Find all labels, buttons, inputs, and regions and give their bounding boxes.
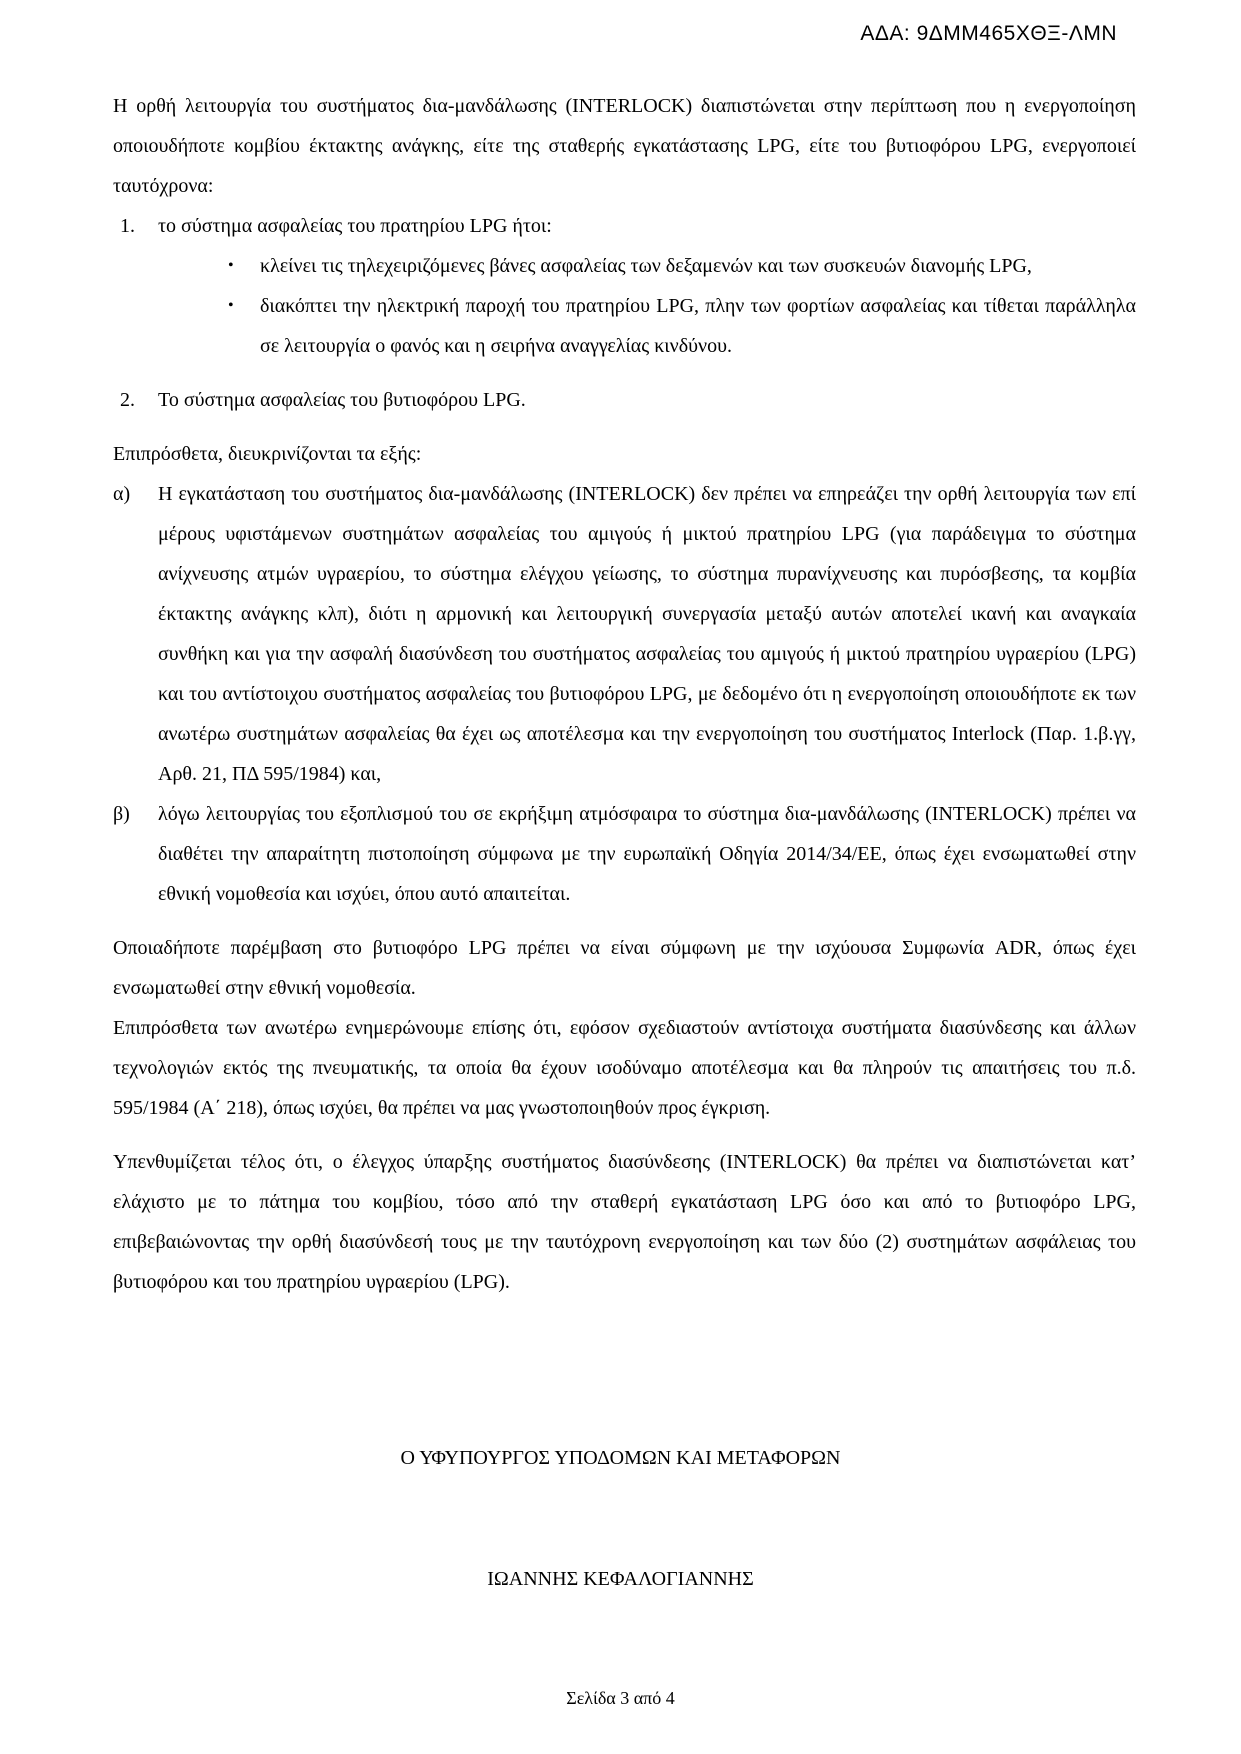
list-text: το σύστημα ασφαλείας του πρατηρίου LPG ήτοι: [158, 215, 552, 237]
bullet-item-1 [226, 246, 1136, 286]
ada-code: ΑΔΑ: 9ΔΜΜ465ΧΘΞ-ΛΜΝ [860, 22, 1117, 45]
document-body [113, 86, 1136, 1302]
technology-paragraph: Επιπρόσθετα των ανωτέρω ενημερώνουμε επίσης ότι, εφόσον σχεδιαστούν αντίστοιχα συστήματα διασύνδεσης και άλλων τεχνολογιών εκτός της πνευματικής, τα οποία θα έχουν ισοδύναμο αποτέλεσμα και θα πληρούν τις απαιτήσεις του π.δ. 595/1984 (Α΄ 218), όπως ισχύει, θα πρέπει να μας γνωστοποιηθούν προς έγκριση. [113, 1017, 1136, 1119]
adr-paragraph: Οποιαδήποτε παρέμβαση στο βυτιοφόρο LPG πρέπει να είναι σύμφωνη με την ισχύουσα Συμφωνία ADR, όπως έχει ενσωματωθεί στην εθνική νομοθεσία. [113, 937, 1136, 999]
signatory-name: ΙΩΑΝΝΗΣ ΚΕΦΑΛΟΓΙΑΝΝΗΣ [487, 1568, 754, 1590]
clause-a [113, 474, 1136, 794]
clause-text: λόγω λειτουργίας του εξοπλισμού του σε εκρήξιμη ατμόσφαιρα το σύστημα δια-μανδάλωσης (INTERLOCK) πρέπει να διαθέτει την απαραίτητη πιστοποίηση σύμφωνα με την ευρωπαϊκή Οδηγία 2014/34/ΕΕ, όπως έχει ενσωματωθεί στην εθνική νομοθεσία και ισχύει, όπου αυτό απαιτείται. [158, 803, 1136, 905]
clause-label: β) [113, 803, 130, 825]
bullet-item-2 [226, 286, 1136, 366]
list-text: Το σύστημα ασφαλείας του βυτιοφόρου LPG. [158, 389, 526, 411]
signatory-title: Ο ΥΦΥΠΟΥΡΓΟΣ ΥΠΟΔΟΜΩΝ ΚΑΙ ΜΕΤΑΦΟΡΩΝ [400, 1447, 841, 1469]
bullet-list [226, 246, 1136, 366]
intro-paragraph: Η ορθή λειτουργία του συστήματος δια-μανδάλωσης (INTERLOCK) διαπιστώνεται στην περίπτωση που η ενεργοποίηση οποιουδήποτε κομβίου έκτακτης ανάγκης, είτε της σταθερής εγκατάστασης LPG, είτε του βυτιοφόρου LPG, ενεργοποιεί ταυτόχρονα: [113, 95, 1136, 197]
list-number: 1. [120, 215, 135, 237]
clause-text: Η εγκατάσταση του συστήματος δια-μανδάλωσης (INTERLOCK) δεν πρέπει να επηρεάζει την ορθή λειτουργία των επί μέρους υφιστάμενων συστημάτων ασφαλείας του αμιγούς ή μικτού πρατηρίου LPG (για παράδειγμα το σύστημα ανίχνευσης ατμών υγραερίου, το σύστημα ελέγχου γείωσης, το σύστημα πυρανίχνευσης και πυρόσβεσης, τα κομβία έκτακτης ανάγκης κλπ), διότι η αρμονική και λειτουργική συνεργασία μεταξύ αυτών αποτελεί ικανή και αναγκαία συνθήκη και για την ασφαλή διασύνδεση του συστήματος ασφαλείας του αμιγούς ή μικτού πρατηρίου υγραερίου (LPG) και του αντίστοιχου συστήματος ασφαλείας του βυτιοφόρου LPG, με δεδομένο ότι η ενεργοποίηση οποιουδήποτε εκ των ανωτέρω συστημάτων ασφαλείας θα έχει ως αποτέλεσμα και την ενεργοποίηση του συστήματος Interlock (Παρ. 1.β.γγ, Αρθ. 21, ΠΔ 595/1984) και, [158, 483, 1136, 785]
clarifications-intro: Επιπρόσθετα, διευκρινίζονται τα εξής: [113, 443, 422, 465]
reminder-paragraph: Υπενθυμίζεται τέλος ότι, ο έλεγχος ύπαρξης συστήματος διασύνδεσης (INTERLOCK) θα πρέπει να διαπιστώνεται κατ’ ελάχιστο με το πάτημα του κομβίου, τόσο από την σταθερή εγκατάσταση LPG όσο και από το βυτιοφόρο LPG, επιβεβαιώνοντας την ορθή διασύνδεσή τους με την ταυτόχρονη ενεργοποίηση και των δύο (2) συστημάτων ασφάλειας του βυτιοφόρου και του πρατηρίου υγραερίου (LPG). [113, 1151, 1136, 1293]
clause-b [113, 794, 1136, 914]
list-number: 2. [120, 389, 135, 411]
bullet-icon: • [228, 257, 234, 274]
bullet-icon: • [228, 297, 234, 314]
bullet-text: κλείνει τις τηλεχειριζόμενες βάνες ασφαλείας των δεξαμενών και των συσκευών διανομής LPG, [260, 255, 1032, 277]
clause-label: α) [113, 483, 131, 505]
bullet-text: διακόπτει την ηλεκτρική παροχή του πρατηρίου LPG, πλην των φορτίων ασφαλείας και τίθεται παράλληλα σε λειτουργία ο φανός και η σειρήνα αναγγελίας κινδύνου. [260, 295, 1136, 357]
page-number: Σελίδα 3 από 4 [566, 1688, 675, 1708]
list-item-1 [113, 206, 1136, 246]
list-item-2 [113, 380, 1136, 420]
